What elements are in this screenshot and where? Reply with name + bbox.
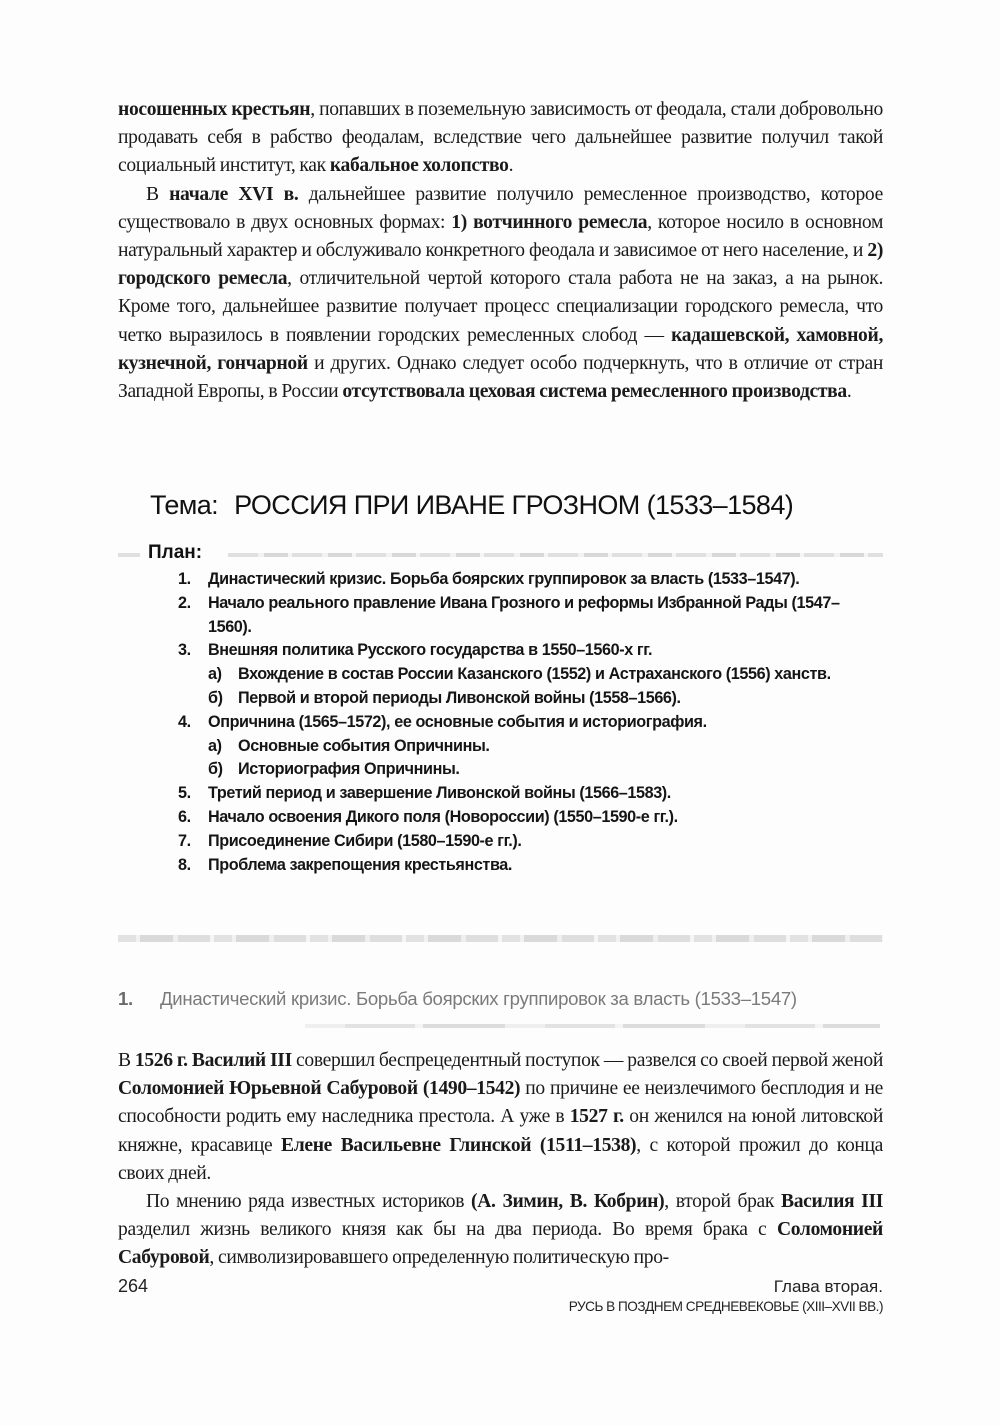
section-number: 1. xyxy=(118,988,133,1009)
plan-item xyxy=(178,830,868,854)
text-run: разделил жизнь великого князя как бы на два периода. Во время брака с xyxy=(118,1219,777,1241)
plan-subitem-letter: а) xyxy=(208,665,222,684)
paragraph xyxy=(118,181,883,407)
plan-item-text: Присоединение Сибири (1580–1590-е гг.). xyxy=(208,831,522,850)
plan-header xyxy=(118,542,883,566)
plan-subitem-letter: б) xyxy=(208,688,223,707)
text-run: , которое носило в основном натуральный характер и обслуживало конкретного феодала и зависимое от него население, и xyxy=(118,211,884,262)
plan-item xyxy=(178,592,868,640)
paragraph xyxy=(118,96,883,181)
plan-subitem-text: Историография Опричнины. xyxy=(238,760,460,779)
text-run: В xyxy=(146,183,170,205)
section-title: Династический кризис. Борьба боярских группировок за власть (1533–1547) xyxy=(160,988,797,1009)
bold-term: кабальное холопство xyxy=(329,155,509,177)
plan-item xyxy=(178,711,868,735)
plan-item-text: Начало освоения Дикого поля (Новороссии) (1550–1590-е гг.). xyxy=(208,807,678,826)
plan-item-number: 1. xyxy=(178,570,191,588)
plan-item xyxy=(178,639,868,663)
text-run: он женился на юной литовской княжне, красавице xyxy=(118,1106,883,1156)
part-label: РУСЬ В ПОЗДНЕМ СРЕДНЕВЕКОВЬЕ (XIII–XVII ВВ.) xyxy=(568,1299,883,1314)
bold-term: 1526 г. Василий III xyxy=(134,1050,292,1071)
plan-item xyxy=(178,568,868,592)
plan-subitem-text: Основные события Опричнины. xyxy=(238,736,490,755)
text-run: , второй брак xyxy=(664,1191,781,1213)
plan-item-text: Опричнина (1565–1572), ее основные события и историография. xyxy=(208,712,707,731)
bold-term: 1527 г. xyxy=(569,1106,624,1128)
plan-list xyxy=(178,568,868,877)
text-run: , отличительной чертой которого стала работа не на заказ, а на рынок. Кроме того, дальнейшее развитие получает процесс специализации городского ремесла, что четко выразилось в появлении городских ремесленных слобод — xyxy=(118,268,883,346)
section-heading xyxy=(118,986,883,1012)
bold-term: 2) городского ремесла xyxy=(118,240,883,290)
plan-item-text: Начало реального правление Ивана Грозного и реформы Избранной Рады (1547–1560). xyxy=(208,593,840,636)
plan-item-text: Внешняя политика Русского государства в 1550–1560-х гг. xyxy=(208,641,653,660)
text-run: , символизировавшего определенную политическую про- xyxy=(209,1247,669,1269)
plan-subitem-letter: а) xyxy=(208,736,222,755)
text-run: , попавших в поземельную зависимость от феодала, стали добровольно продавать себя в рабство феодалам, вследствие чего дальнейшее развитие получил такой социальный институт, как xyxy=(118,99,883,177)
text-run: совершил беспрецедентный поступок — развелся со своей первой женой xyxy=(291,1050,884,1071)
text-run: дальнейшее развитие получило ремесленное производство, которое существовало в двух основных формах: xyxy=(118,183,883,233)
plan-subitem xyxy=(178,663,868,687)
decorative-rule xyxy=(118,553,140,557)
decorative-rule xyxy=(305,1024,880,1028)
plan-subitem xyxy=(178,758,868,782)
plan-subitem-letter: б) xyxy=(208,760,223,779)
plan-subitem-text: Первой и второй периоды Ливонской войны (1558–1566). xyxy=(238,688,681,707)
bold-term: отсутствовала цеховая система ремесленного производства xyxy=(342,381,847,403)
plan-item-text: Третий период и завершение Ливонской войны (1566–1583). xyxy=(208,784,671,803)
text-run: По мнению ряда известных историков xyxy=(146,1191,472,1213)
decorative-rule xyxy=(228,553,883,557)
text-run: . xyxy=(846,381,852,403)
plan-item-number: 5. xyxy=(178,784,191,803)
plan-item-number: 6. xyxy=(178,807,191,826)
paragraph xyxy=(118,1188,883,1273)
plan-item-number: 3. xyxy=(178,641,191,660)
text-run: В xyxy=(118,1050,135,1071)
text-run: и других. Однако следует особо подчеркнуть, что в отличие от стран Западной Европы, в России xyxy=(118,352,883,403)
plan-item xyxy=(178,806,868,830)
paragraph xyxy=(118,1047,883,1188)
plan-item xyxy=(178,782,868,806)
bold-term: Соломонией Сабуровой xyxy=(118,1219,883,1269)
text-run: по причине ее неизлечимого бесплодия и не способности родить ему наследника престола. А уже в xyxy=(118,1078,883,1128)
bold-term: 1) вотчинного ремесла xyxy=(451,211,648,233)
plan-item xyxy=(178,854,868,878)
plan-item-number: 7. xyxy=(178,831,191,850)
text-run: , с которой прожил до конца своих дней. xyxy=(118,1134,884,1184)
bold-term: начале XVI в. xyxy=(169,183,299,205)
plan-subitem-text: Вхождение в состав России Казанского (1552) и Астраханского (1556) ханств. xyxy=(238,665,831,684)
plan-title: План: xyxy=(148,542,203,563)
plan-subitem xyxy=(178,687,868,711)
topic-label: Тема: xyxy=(150,490,219,520)
bold-term: Елене Васильевне Глинской (1511–1538) xyxy=(281,1134,637,1156)
plan-item-text: Династический кризис. Борьба боярских группировок за власть (1533–1547). xyxy=(208,570,800,588)
body-text-block xyxy=(118,1047,883,1273)
topic-heading xyxy=(150,490,793,521)
page-number: 264 xyxy=(118,1276,149,1296)
chapter-label: Глава вторая. xyxy=(773,1277,883,1296)
running-footer xyxy=(569,1276,883,1316)
plan-subitem xyxy=(178,735,868,759)
bold-term: (А. Зимин, В. Кобрин) xyxy=(471,1191,665,1213)
top-text-block xyxy=(118,96,883,406)
bold-term: Василия III xyxy=(780,1191,883,1213)
plan-item-number: 8. xyxy=(178,855,191,874)
decorative-rule xyxy=(118,935,883,942)
bold-term: кадашевской, хамовной, кузнечной, гончарной xyxy=(118,324,883,374)
plan-item-text: Проблема закрепощения крестьянства. xyxy=(208,855,513,874)
bold-term: носошенных крестьян xyxy=(118,99,311,120)
bold-term: Соломонией Юрьевной Сабуровой (1490–1542) xyxy=(118,1078,521,1100)
text-run: . xyxy=(508,155,514,177)
plan-item-number: 2. xyxy=(178,593,191,612)
plan-item-number: 4. xyxy=(178,712,191,731)
topic-title: РОССИЯ ПРИ ИВАНЕ ГРОЗНОМ (1533–1584) xyxy=(234,490,794,520)
